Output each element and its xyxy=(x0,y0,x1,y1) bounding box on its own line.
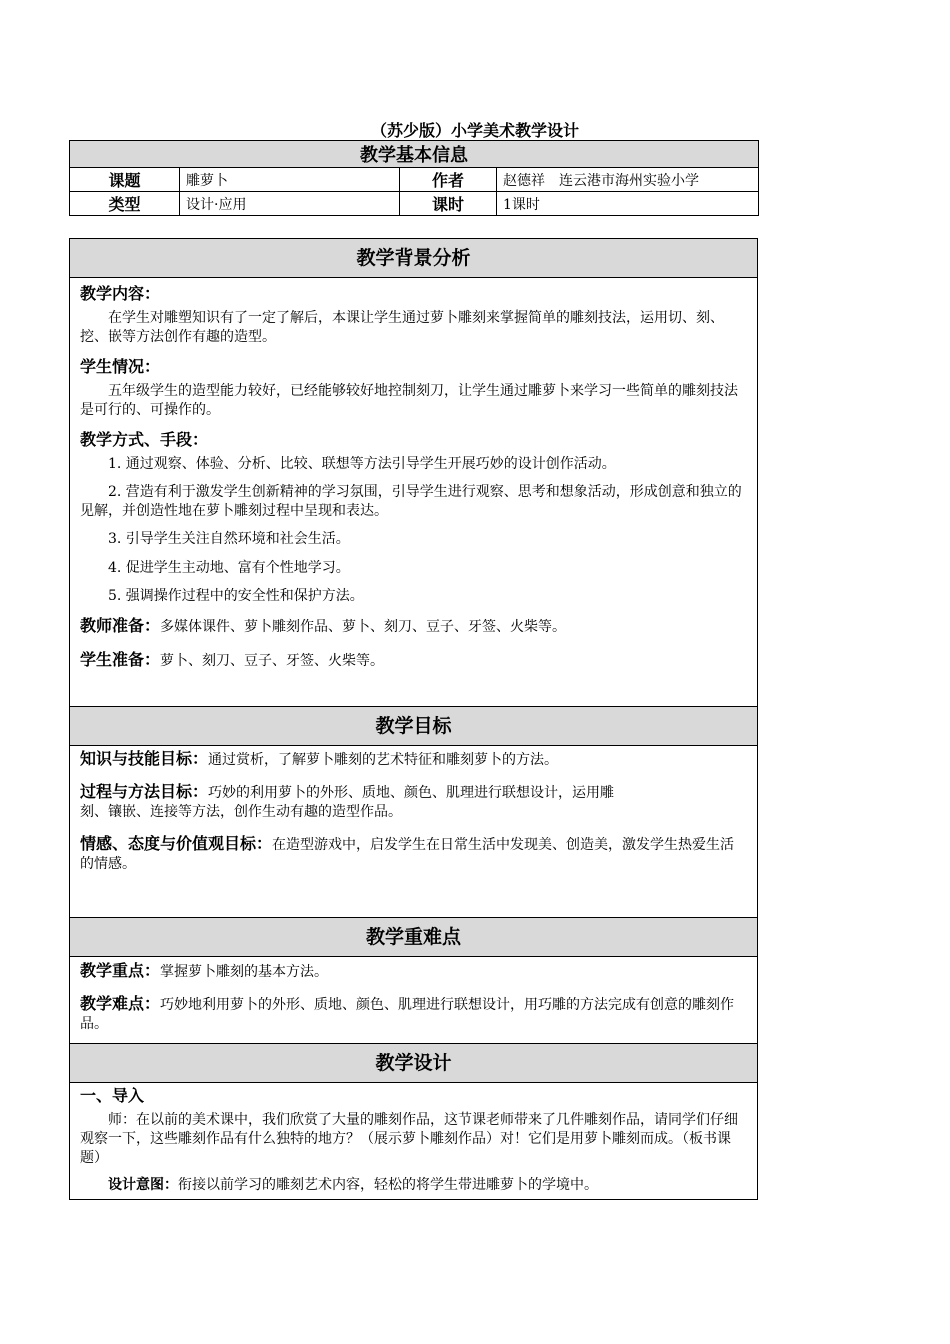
basic-info-header: 教学基本信息 xyxy=(70,141,759,168)
lesson-plan-body xyxy=(69,238,758,1200)
period-label: 课时 xyxy=(400,192,497,216)
design-intent-label: 设计意图： xyxy=(108,1177,178,1193)
design-header: 教学设计 xyxy=(70,1043,757,1083)
key-point-label: 教学重点： xyxy=(80,961,161,980)
teacher-prep-text: 多媒体课件、萝卜雕刻作品、萝卜、刻刀、豆子、牙签、火柴等。 xyxy=(160,619,567,635)
goals-header: 教学目标 xyxy=(70,706,757,746)
background-section xyxy=(70,284,757,706)
document-title: （苏少版）小学美术教学设计 xyxy=(370,121,579,140)
author-label: 作者 xyxy=(400,168,497,192)
basic-info-table xyxy=(69,140,759,216)
key-points-header: 教学重难点 xyxy=(70,917,757,957)
process-goal xyxy=(80,782,747,822)
knowledge-goal-label: 知识与技能目标： xyxy=(80,749,209,768)
design-intent-text: 衔接以前学习的雕刻艺术内容，轻松的将学生带进雕萝卜的学境中。 xyxy=(178,1177,598,1193)
topic-value: 雕萝卜 xyxy=(180,168,400,192)
emotion-goal-label: 情感、态度与价值观目标： xyxy=(80,834,273,853)
key-point xyxy=(80,961,747,982)
step1-text: 师：在以前的美术课中，我们欣赏了大量的雕刻作品，这节课老师带来了几件雕刻作品，请同学们仔细观察一下，这些雕刻作品有什么独特的地方？（展示萝卜雕刻作品）对！它们是用萝卜雕刻而成。（板书课题） xyxy=(80,1112,738,1166)
methods-heading: 教学方式、手段： xyxy=(80,430,209,449)
knowledge-goal-text: 通过赏析，了解萝卜雕刻的艺术特征和雕刻萝卜的方法。 xyxy=(208,752,559,768)
student-prep-text: 萝卜、刻刀、豆子、牙签、火柴等。 xyxy=(160,653,385,669)
goals-section xyxy=(70,749,757,917)
content-text: 在学生对雕塑知识有了一定了解后，本课让学生通过萝卜雕刻来掌握简单的雕刻技法，运用切、刻、挖、嵌等方法创作有趣的造型。 xyxy=(80,310,724,345)
step1-heading: 一、导入 xyxy=(80,1086,145,1105)
process-goal-text-1: 巧妙的利用萝卜的外形、质地、颜色、肌理进行联想设计，运用雕 xyxy=(208,785,615,801)
process-goal-label: 过程与方法目标： xyxy=(80,782,209,801)
method-item-1: 1. 通过观察、体验、分析、比较、联想等方法引导学生开展巧妙的设计创作活动。 xyxy=(108,456,616,472)
period-value: 1课时 xyxy=(497,192,759,216)
author-value: 赵德祥 连云港市海州实验小学 xyxy=(497,168,759,192)
background-header: 教学背景分析 xyxy=(70,239,757,278)
emotion-goal xyxy=(80,834,747,874)
type-label: 类型 xyxy=(70,192,180,216)
key-points-section xyxy=(70,961,757,1043)
content-heading: 教学内容： xyxy=(80,284,161,303)
process-goal-text-2: 刻、镶嵌、连接等方法，创作生动有趣的造型作品。 xyxy=(80,804,402,820)
knowledge-goal xyxy=(80,749,747,770)
emotion-goal-text: 在造型游戏中，启发学生在日常生活中发现美、创造美，激发学生热爱生活的情感。 xyxy=(80,837,735,872)
students-text: 五年级学生的造型能力较好，已经能够较好地控制刻刀，让学生通过雕萝卜来学习一些简单的雕刻技法是可行的、可操作的。 xyxy=(80,383,738,418)
design-intent xyxy=(80,1176,747,1195)
method-item-5: 5. 强调操作过程中的安全性和保护方法。 xyxy=(108,588,364,604)
student-prep xyxy=(80,650,747,671)
design-section xyxy=(70,1086,757,1195)
difficult-point-label: 教学难点： xyxy=(80,994,161,1013)
key-point-text: 掌握萝卜雕刻的基本方法。 xyxy=(160,964,329,980)
method-item-3: 3. 引导学生关注自然环境和社会生活。 xyxy=(108,531,350,547)
teacher-prep-label: 教师准备： xyxy=(80,616,161,635)
method-item-2: 2. 营造有利于激发学生创新精神的学习氛围，引导学生进行观察、思考和想象活动，形成创意和独立的见解，并创造性地在萝卜雕刻过程中呈现和表达。 xyxy=(80,484,742,519)
topic-label: 课题 xyxy=(70,168,180,192)
type-value: 设计·应用 xyxy=(180,192,400,216)
difficult-point xyxy=(80,994,747,1034)
method-item-4: 4. 促进学生主动地、富有个性地学习。 xyxy=(108,560,350,576)
student-prep-label: 学生准备： xyxy=(80,650,161,669)
difficult-point-text: 巧妙地利用萝卜的外形、质地、颜色、肌理进行联想设计，用巧雕的方法完成有创意的雕刻作品。 xyxy=(80,997,735,1032)
students-heading: 学生情况： xyxy=(80,357,161,376)
teacher-prep xyxy=(80,616,747,637)
